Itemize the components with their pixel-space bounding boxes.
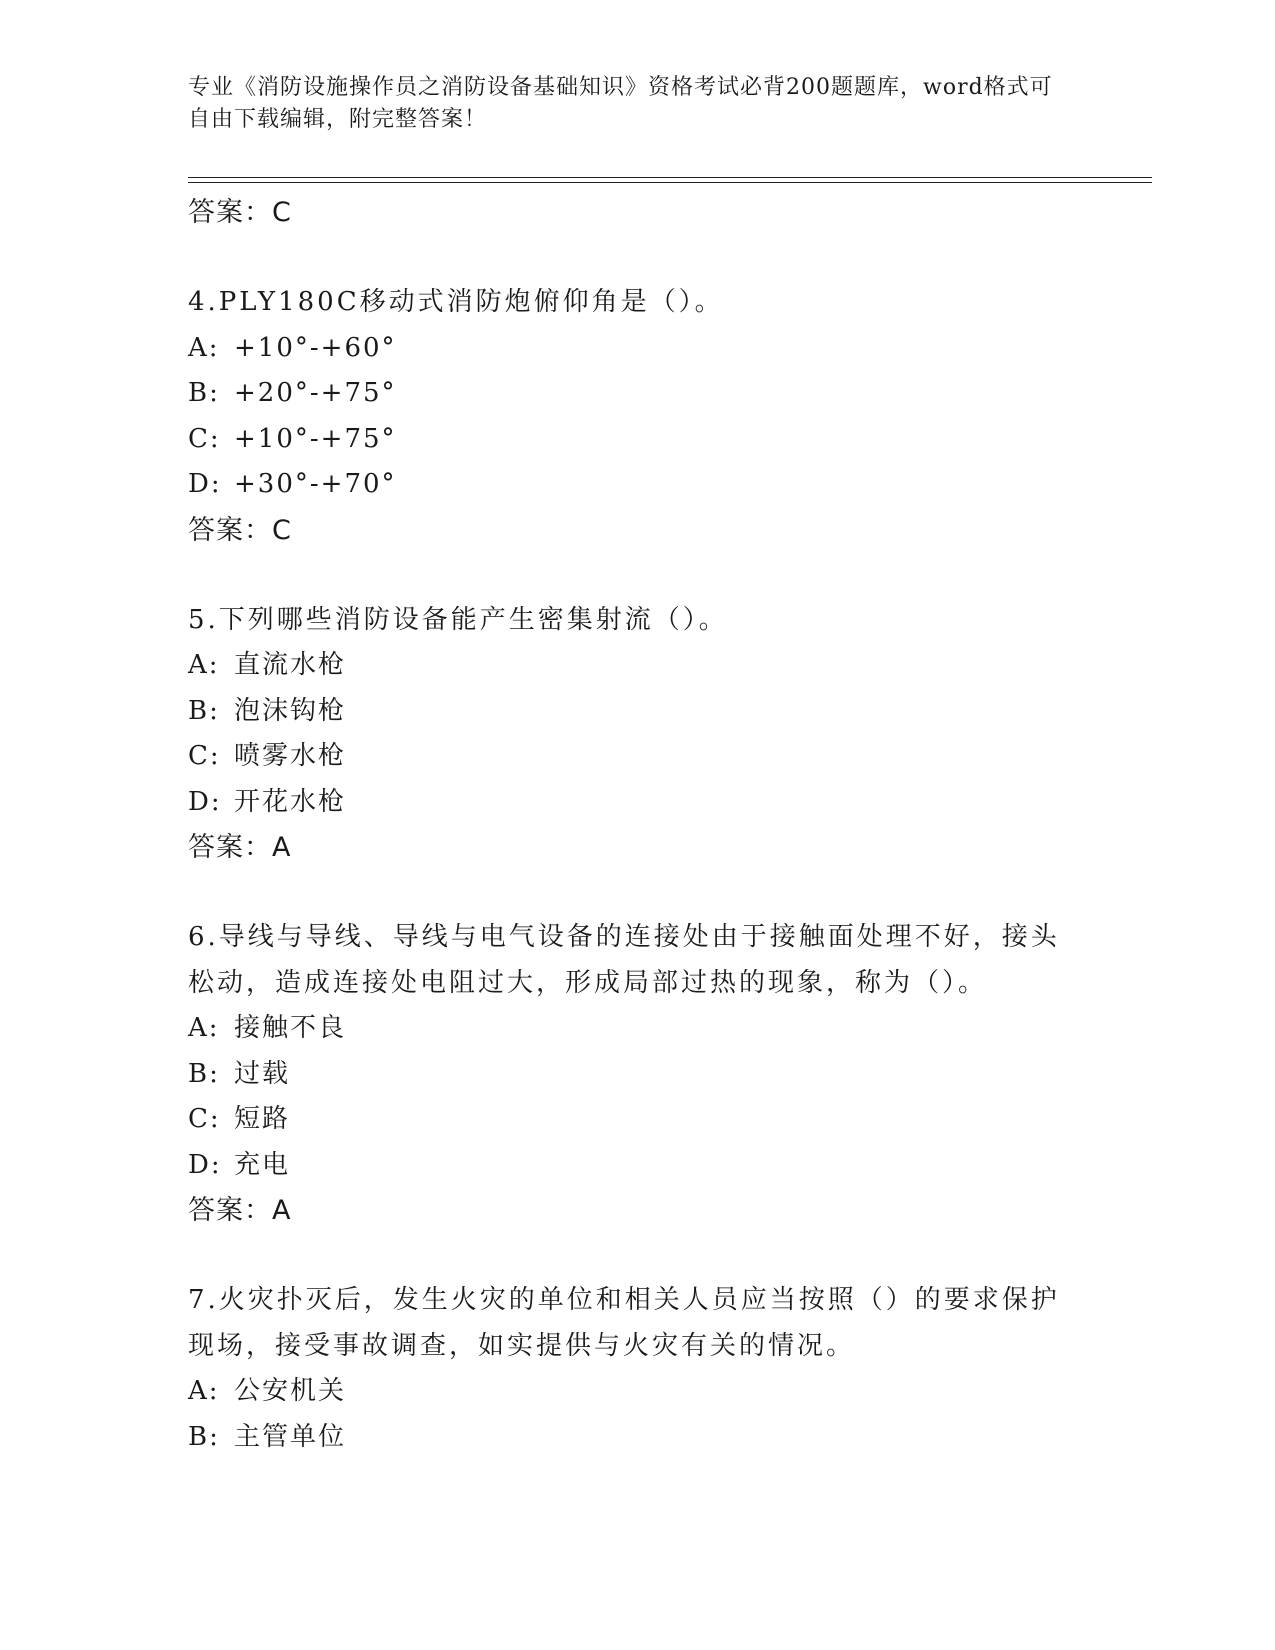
- option-b: [188, 1415, 1088, 1461]
- option-a: [188, 1006, 1088, 1052]
- option-text: 短路: [234, 1104, 291, 1134]
- answer-line: [188, 190, 1088, 236]
- option-key: B:: [188, 378, 220, 408]
- answer-value: A: [272, 1195, 292, 1226]
- answer-label: 答案：: [188, 514, 272, 546]
- option-key: D:: [188, 786, 222, 817]
- question-stem: 5.下列哪些消防设备能产生密集射流（）。: [188, 604, 728, 635]
- question-stem: 6.导线与导线、导线与电气设备的连接处由于接触面处理不好，接头松动，造成连接处电阻过大，形成局部过热的现象，称为（）。: [188, 922, 1060, 998]
- header-divider-top: [188, 177, 1152, 178]
- answer-line: [188, 1188, 1088, 1234]
- option-key: A:: [188, 1376, 220, 1406]
- question-5: [188, 598, 1088, 872]
- option-text: +30°-+70°: [234, 469, 397, 499]
- option-text: 接触不良: [234, 1013, 347, 1043]
- option-text: 喷雾水枪: [234, 741, 347, 771]
- option-c: [188, 1097, 1088, 1143]
- option-key: C:: [188, 1104, 221, 1134]
- option-key: C:: [188, 423, 221, 454]
- option-d: [188, 1143, 1088, 1189]
- answer-label: 答案：: [188, 1195, 272, 1226]
- question-list: [188, 190, 1088, 1460]
- option-a: [188, 643, 1088, 689]
- answer-label: 答案：: [188, 832, 272, 863]
- option-text: 公安机关: [234, 1376, 347, 1406]
- option-key: B:: [188, 695, 220, 726]
- option-key: C:: [188, 741, 221, 771]
- option-c: [188, 417, 1088, 463]
- option-c: [188, 734, 1088, 780]
- answer-value: C: [272, 197, 292, 228]
- option-b: [188, 1052, 1088, 1098]
- option-b: [188, 371, 1088, 417]
- option-text: 直流水枪: [234, 650, 347, 680]
- option-text: +10°-+60°: [234, 332, 397, 363]
- option-text: 开花水枪: [234, 786, 347, 817]
- option-key: D:: [188, 1149, 222, 1180]
- answer-label: 答案：: [188, 197, 272, 228]
- option-d: [188, 462, 1088, 508]
- option-a: [188, 1369, 1088, 1415]
- option-key: B:: [188, 1421, 220, 1452]
- option-key: D:: [188, 469, 222, 499]
- option-key: B:: [188, 1058, 220, 1089]
- option-key: A:: [188, 650, 220, 680]
- option-a: [188, 326, 1088, 372]
- document-header: 专业《消防设施操作员之消防设备基础知识》资格考试必背200题题库，word格式可自由下载编辑，附完整答案！: [188, 75, 1053, 132]
- answer-line: [188, 825, 1088, 871]
- option-text: 充电: [234, 1149, 291, 1180]
- option-d: [188, 780, 1088, 826]
- option-b: [188, 689, 1088, 735]
- question-7: [188, 1278, 1088, 1460]
- option-key: A:: [188, 332, 220, 363]
- answer-value: A: [272, 832, 292, 863]
- question-4: [188, 280, 1088, 554]
- option-text: 主管单位: [234, 1421, 347, 1452]
- header-divider-bottom: [188, 182, 1152, 183]
- question-6: [188, 915, 1088, 1234]
- option-key: A:: [188, 1013, 220, 1043]
- answer-line: [188, 508, 1088, 554]
- option-text: +10°-+75°: [234, 423, 397, 454]
- question-stem: 7.火灾扑灭后，发生火灾的单位和相关人员应当按照（）的要求保护现场，接受事故调查，如实提供与火灾有关的情况。: [188, 1285, 1060, 1361]
- answer-value: C: [272, 514, 292, 546]
- option-text: 过载: [234, 1058, 291, 1089]
- option-text: 泡沫钩枪: [234, 695, 347, 726]
- question-stem: 4.PLY180C移动式消防炮俯仰角是（）。: [188, 287, 724, 317]
- option-text: +20°-+75°: [234, 378, 397, 408]
